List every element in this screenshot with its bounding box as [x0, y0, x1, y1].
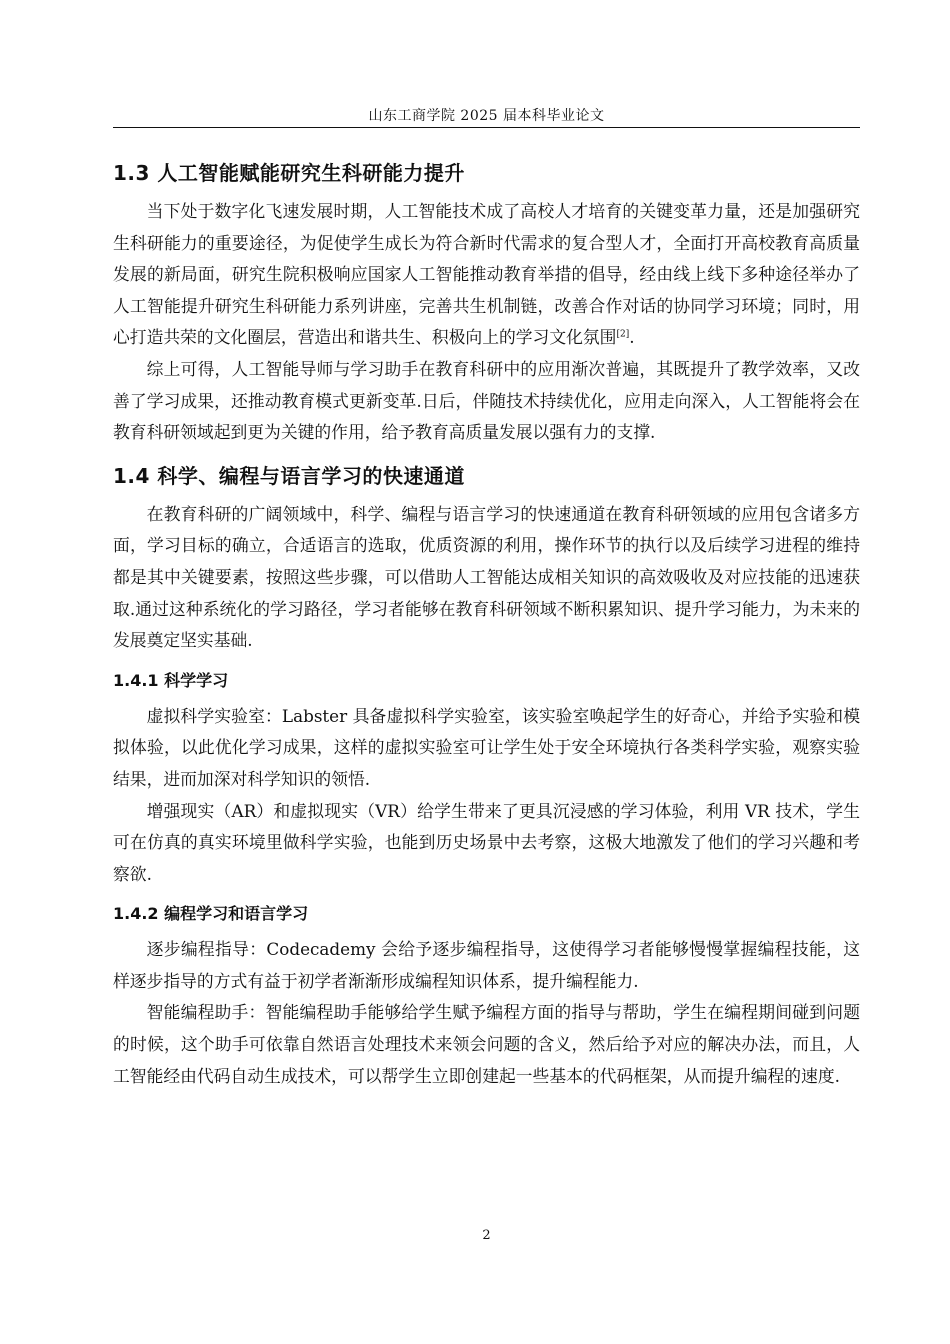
paragraph: 智能编程助手：智能编程助手能够给学生赋予编程方面的指导与帮助，学生在编程期间碰到问题的时候，这个助手可依靠自然语言处理技术来领会问题的含义，然后给予对应的解决办法，而且，人工智能经由代码自动生成技术，可以帮学生立即创建起一些基本的代码框架，从而提升编程的速度.: [113, 1002, 860, 1086]
citation-ref: [2]: [616, 329, 630, 340]
paragraph: 逐步编程指导：Codecademy 会给予逐步编程指导，这使得学习者能够慢慢掌握编程技能，这样逐步指导的方式有益于初学者渐渐形成编程知识体系，提升编程能力.: [113, 939, 860, 991]
section-heading-1-4: 1.4 科学、编程与语言学习的快速通道: [113, 463, 465, 488]
header-rule: [113, 127, 860, 128]
subsection-heading-1-4-1: 1.4.1 科学学习: [113, 670, 229, 690]
paragraph-end: .: [629, 327, 635, 348]
page-body: [113, 146, 860, 1092]
subsection-heading-1-4-2: 1.4.2 编程学习和语言学习: [113, 904, 309, 924]
paragraph: 综上可得，人工智能导师与学习助手在教育科研中的应用渐次普遍，其既提升了教学效率，又改善了学习成果，还推动教育模式更新变革.日后，伴随技术持续优化，应用走向深入，人工智能将会在教育科研领域起到更为关键的作用，给予教育高质量发展以强有力的支撑.: [113, 358, 860, 443]
paragraph-text: 当下处于数字化飞速发展时期，人工智能技术成了高校人才培育的关键变革力量，还是加强研究生科研能力的重要途径，为促使学生成长为符合新时代需求的复合型人才，全面打开高校教育高质量发展的新局面，研究生院积极响应国家人工智能推动教育举措的倡导，经由线上线下多种途径举办了人工智能提升研究生科研能力系列讲座，完善共生机制链，改善合作对话的协同学习环境；同时，用心打造共荣的文化圈层，营造出和谐共生、积极向上的学习文化氛围: [113, 201, 860, 348]
paragraph: [113, 196, 860, 354]
paragraph: 在教育科研的广阔领域中，科学、编程与语言学习的快速通道在教育科研领域的应用包含诸多方面，学习目标的确立，合适语言的选取，优质资源的利用，操作环节的执行以及后续学习进程的维持都是其中关键要素，按照这些步骤，可以借助人工智能达成相关知识的高效吸收及对应技能的迅速获取.通过这种系统化的学习路径，学习者能够在教育科研领域不断积累知识、提升学习能力，为未来的发展奠定坚实基础.: [113, 503, 860, 651]
paragraph: 虚拟科学实验室：Labster 具备虚拟科学实验室，该实验室唤起学生的好奇心，并给予实验和模拟体验，以此优化学习成果，这样的虚拟实验室可让学生处于安全环境执行各类科学实验，观察实验结果，进而加深对科学知识的领悟.: [113, 705, 860, 789]
section-heading-1-3: 1.3 人工智能赋能研究生科研能力提升: [113, 161, 465, 185]
running-header: 山东工商学院 2025 届本科毕业论文: [368, 108, 605, 124]
page-number: 2: [482, 1228, 491, 1243]
paragraph: 增强现实（AR）和虚拟现实（VR）给学生带来了更具沉浸感的学习体验，利用 VR 技术，学生可在仿真的真实环境里做科学实验，也能到历史场景中去考察，这极大地激发了他们的学习兴趣和考察欲.: [113, 800, 860, 884]
